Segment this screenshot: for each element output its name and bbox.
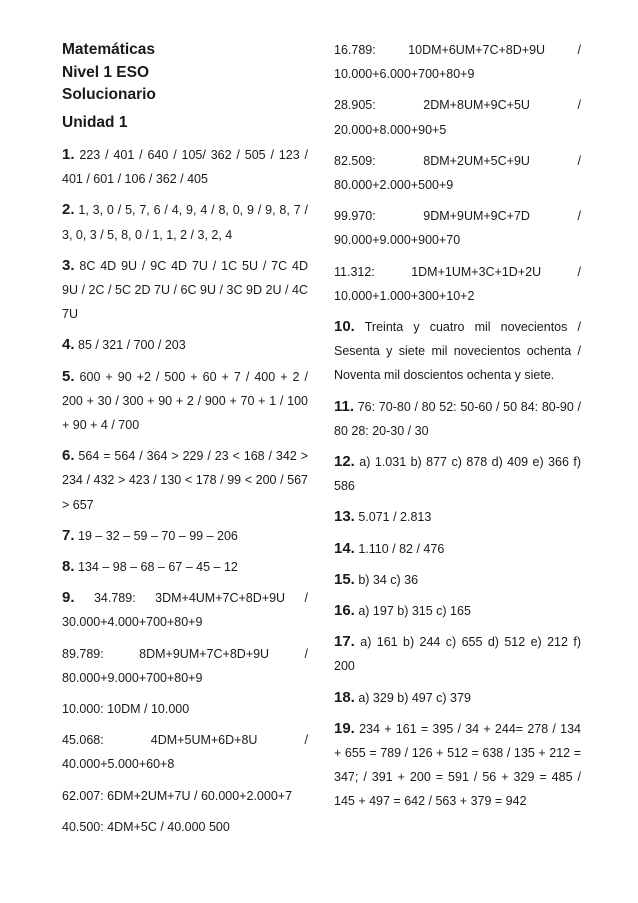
answer-text: 82.509: 8DM+2UM+5C+9U / 80.000+2.000+500+9: [334, 153, 581, 193]
answer-item: [334, 686, 581, 710]
answer-number: 11.: [334, 397, 355, 415]
answer-item: [62, 524, 308, 548]
answer-item: [62, 555, 308, 579]
answer-item: [62, 697, 308, 721]
answer-item: [62, 784, 308, 808]
answer-item: [62, 586, 308, 634]
answer-number: 13.: [334, 508, 355, 526]
answer-text: 85 / 321 / 700 / 203: [74, 338, 186, 353]
answer-item: [334, 395, 581, 443]
answer-number: 6.: [62, 447, 75, 465]
answer-item: [62, 642, 308, 690]
answer-text: b) 34 c) 36: [354, 572, 419, 587]
answer-number: 4.: [62, 336, 75, 354]
answer-item: [62, 333, 308, 357]
answer-number: 3.: [62, 256, 75, 274]
answer-text: 16.789: 10DM+6UM+7C+8D+9U / 10.000+6.000+700+80+9: [334, 43, 581, 82]
answer-number: 7.: [62, 526, 75, 544]
answer-item: [334, 505, 581, 529]
answer-number: 8.: [62, 558, 75, 576]
answer-number: 19.: [334, 719, 355, 737]
answer-text: a) 161 b) 244 c) 655 d) 512 e) 212 f) 200: [334, 635, 581, 674]
answer-text: 89.789: 8DM+9UM+7C+8D+9U / 80.000+9.000+700+80+9: [62, 646, 308, 685]
answer-text: 8C 4D 9U / 9C 4D 7U / 1C 5U / 7C 4D 9U / 2C / 5C 2D 7U / 6C 9U / 3C 9D 2U / 4C 7U: [62, 258, 308, 322]
answer-number: 9.: [62, 589, 75, 607]
answer-number: 18.: [334, 688, 355, 706]
answer-text: 19 – 32 – 59 – 70 – 99 – 206: [74, 528, 238, 543]
answer-item: [62, 143, 308, 191]
answer-text: Treinta y cuatro mil novecientos / Sesenta y siete mil novecientos ochenta / Noventa mil doscientos ochenta y siete.: [334, 320, 581, 383]
answer-item: [62, 815, 308, 839]
level-label: Nivel 1 ESO: [62, 64, 150, 81]
answer-text: 99.970: 9DM+9UM+9C+7D / 90.000+9.000+900+70: [334, 209, 581, 248]
answer-text: 45.068: 4DM+5UM+6D+8U / 40.000+5.000+60+8: [62, 733, 308, 772]
answer-text: a) 197 b) 315 c) 165: [354, 604, 471, 619]
answer-text: a) 329 b) 497 c) 379: [354, 690, 471, 705]
answer-item: [334, 599, 581, 623]
answer-number: 10.: [334, 318, 355, 336]
answer-text: 223 / 401 / 640 / 105/ 362 / 505 / 123 / 401 / 601 / 106 / 362 / 405: [62, 148, 308, 187]
answer-text: 28.905: 2DM+8UM+9C+5U / 20.000+8.000+90+5: [334, 98, 581, 137]
answer-text: 564 = 564 / 364 > 229 / 23 < 168 / 342 > 234 / 432 > 423 / 130 < 178 / 99 < 200 / 567 > 657: [62, 449, 308, 512]
answer-number: 5.: [62, 367, 75, 385]
answer-text: 62.007: 6DM+2UM+7U / 60.000+2.000+7: [62, 788, 293, 803]
answer-text: 1, 3, 0 / 5, 7, 6 / 4, 9, 4 / 8, 0, 9 / 9, 8, 7 / 3, 0, 3 / 5, 8, 0 / 1, 1, 2 / 3, 2, 4: [62, 203, 308, 242]
answer-number: 16.: [334, 602, 355, 620]
unit-heading: Unidad 1: [62, 114, 128, 131]
answer-item: [334, 38, 581, 86]
answer-text: 5.071 / 2.813: [354, 510, 432, 525]
answer-item: [62, 365, 308, 438]
right-column: [334, 38, 581, 814]
left-column: [62, 38, 308, 839]
answer-number: 14.: [334, 539, 355, 557]
answer-item: [334, 204, 581, 252]
document-title: Matemáticas: [62, 41, 156, 58]
answer-text: 134 – 98 – 68 – 67 – 45 – 12: [74, 560, 238, 575]
answer-item: [62, 198, 308, 246]
answer-text: 600 + 90 +2 / 500 + 60 + 7 / 400 + 2 / 200 + 30 / 300 + 90 + 2 / 900 + 70 + 1 / 100 + 90 + 4 / 700: [62, 369, 308, 433]
answer-number: 2.: [62, 201, 75, 219]
answer-item: [334, 149, 581, 197]
answer-item: [62, 728, 308, 776]
answer-number: 12.: [334, 453, 355, 471]
answer-text: a) 1.031 b) 877 c) 878 d) 409 e) 366 f) 586: [334, 455, 581, 494]
answer-text: 40.500: 4DM+5C / 40.000 500: [62, 819, 230, 834]
answer-text: 11.312: 1DM+1UM+3C+1D+2U / 10.000+1.000+300+10+2: [334, 264, 581, 303]
answer-text: 1.110 / 82 / 476: [354, 541, 445, 556]
answer-number: 15.: [334, 570, 355, 588]
answer-item: [334, 260, 581, 308]
answer-item: [334, 717, 581, 814]
answer-text: 34.789: 3DM+4UM+7C+8D+9U / 30.000+4.000+700+80+9: [62, 591, 308, 630]
answer-item: [62, 254, 308, 327]
answer-item: [334, 450, 581, 498]
document-subtitle: Solucionario: [62, 86, 156, 103]
answer-number: 1.: [62, 146, 75, 163]
answer-number: 17.: [334, 633, 355, 651]
answer-item: [62, 444, 308, 517]
answer-item: [334, 630, 581, 678]
answer-text: 76: 70-80 / 80 52: 50-60 / 50 84: 80-90 / 80 28: 20-30 / 30: [334, 399, 581, 438]
answer-text: 234 + 161 = 395 / 34 + 244= 278 / 134 + 655 = 789 / 126 + 512 = 638 / 135 + 212 = 347; / 391 + 200 = 591 / 56 + 329 = 485 / 145 + 497 = 642 / 563 + 379 = 942: [334, 721, 581, 809]
answer-text: 10.000: 10DM / 10.000: [62, 702, 190, 717]
answer-item: [334, 568, 581, 592]
answer-item: [334, 537, 581, 561]
answer-item: [334, 315, 581, 388]
answer-item: [334, 93, 581, 141]
